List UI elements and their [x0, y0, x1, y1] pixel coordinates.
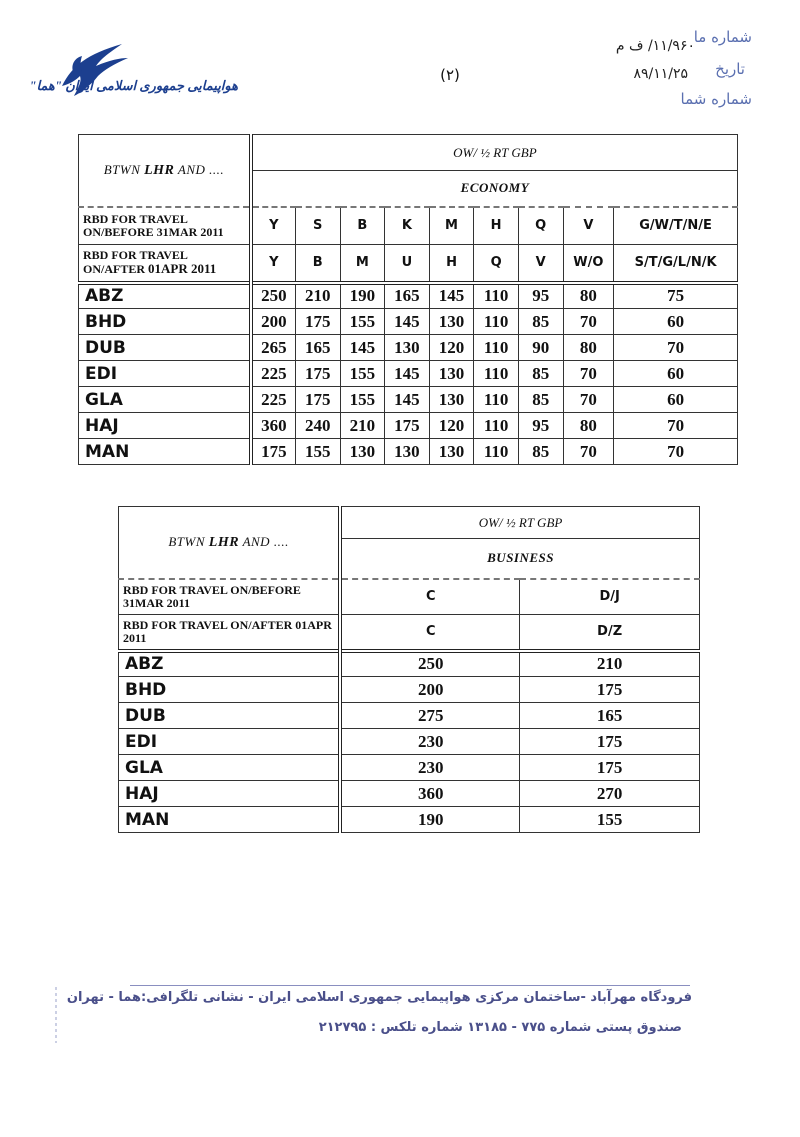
airline-name: هواپیمایی جمهوری اسلامی ایران "هما": [29, 78, 238, 93]
fare-row-bhd: [119, 677, 700, 703]
fare-value: 145: [385, 361, 430, 387]
fare-row-edi: [79, 361, 738, 387]
rbd-before-code: Q: [518, 207, 563, 245]
fare-value: 85: [518, 361, 563, 387]
fare-value: 145: [340, 335, 385, 361]
fare-value: 120: [429, 413, 474, 439]
fare-row-dub: [119, 703, 700, 729]
rbd-before-code: K: [385, 207, 430, 245]
fare-value: 130: [429, 361, 474, 387]
fare-value: 165: [520, 703, 700, 729]
fare-value: 95: [518, 283, 563, 309]
rbd-before-code: M: [429, 207, 474, 245]
destination-code: EDI: [79, 361, 251, 387]
fare-value: 70: [563, 361, 614, 387]
fare-row-gla: [79, 387, 738, 413]
route-airport: LHR: [208, 534, 240, 550]
fare-value: 210: [520, 651, 700, 677]
fare-value: 175: [295, 309, 340, 335]
fare-value: 240: [295, 413, 340, 439]
fare-value: 80: [563, 413, 614, 439]
rbd-before-code: Y: [251, 207, 296, 245]
rbd-before-code: H: [474, 207, 519, 245]
fare-value: 275: [340, 703, 520, 729]
destination-code: GLA: [79, 387, 251, 413]
route-airport: LHR: [144, 162, 175, 178]
fare-value: 90: [518, 335, 563, 361]
fare-row-dub: [79, 335, 738, 361]
rbd-after-code: Y: [251, 245, 296, 283]
rbd-after-code: B: [295, 245, 340, 283]
fare-value: 110: [474, 413, 519, 439]
fare-value: 75: [614, 283, 738, 309]
rbd-before-code: V: [563, 207, 614, 245]
fare-value: 70: [614, 413, 738, 439]
fare-value: 250: [251, 283, 296, 309]
business-fare-table: [118, 506, 700, 833]
rbd-before-label: RBD FOR TRAVEL ON/BEFORE 31MAR 2011: [79, 207, 251, 245]
fare-value: 110: [474, 387, 519, 413]
business-fare-rows: [119, 651, 700, 833]
rbd-after-code: W/O: [563, 245, 614, 283]
fare-value: 130: [429, 387, 474, 413]
rbd-after-code: C: [340, 615, 520, 651]
route-suffix: AND ....: [177, 161, 225, 177]
rbd-after-label: RBD FOR TRAVEL ON/AFTER 01APR 2011: [119, 615, 341, 651]
fare-value: 70: [563, 309, 614, 335]
fare-value: 70: [563, 387, 614, 413]
fare-value: 175: [295, 361, 340, 387]
rbd-after-code: M: [340, 245, 385, 283]
fare-value: 175: [520, 755, 700, 781]
fare-value: 60: [614, 309, 738, 335]
business-cabin-label: BUSINESS: [340, 539, 699, 579]
fare-value: 210: [340, 413, 385, 439]
destination-code: GLA: [119, 755, 341, 781]
rbd-after-label: [79, 245, 251, 283]
fare-value: 145: [385, 309, 430, 335]
fare-value: 60: [614, 361, 738, 387]
fare-value: 130: [429, 439, 474, 465]
destination-code: HAJ: [119, 781, 341, 807]
fare-row-bhd: [79, 309, 738, 335]
fare-value: 175: [520, 729, 700, 755]
rbd-after-code: V: [518, 245, 563, 283]
rbd-after-label-text: RBD FOR TRAVEL ON/AFTER: [83, 248, 188, 277]
fare-value: 70: [614, 335, 738, 361]
fare-value: 360: [251, 413, 296, 439]
fare-value: 165: [295, 335, 340, 361]
rbd-before-code: S: [295, 207, 340, 245]
rbd-before-code: C: [340, 579, 520, 615]
fare-value: 175: [251, 439, 296, 465]
fare-value: 155: [340, 361, 385, 387]
rbd-before-label: RBD FOR TRAVEL ON/BEFORE 31MAR 2011: [119, 579, 341, 615]
fare-value: 80: [563, 283, 614, 309]
page-number: (۲): [440, 66, 460, 84]
business-route-header: [119, 507, 341, 579]
fare-value: 130: [385, 439, 430, 465]
destination-code: BHD: [79, 309, 251, 335]
economy-fare-rows: [79, 283, 738, 465]
fare-row-haj: [119, 781, 700, 807]
fare-value: 225: [251, 361, 296, 387]
fare-value: 70: [614, 439, 738, 465]
fare-value: 60: [614, 387, 738, 413]
fare-row-gla: [119, 755, 700, 781]
fare-value: 85: [518, 309, 563, 335]
fare-value: 80: [563, 335, 614, 361]
business-fare-basis: OW/ ½ RT GBP: [340, 507, 699, 539]
fare-value: 145: [429, 283, 474, 309]
fare-value: 110: [474, 283, 519, 309]
fare-value: 145: [385, 387, 430, 413]
date-label: تاریخ: [715, 60, 745, 78]
destination-code: HAJ: [79, 413, 251, 439]
fare-value: 175: [385, 413, 430, 439]
rbd-after-code: U: [385, 245, 430, 283]
fare-value: 155: [520, 807, 700, 833]
destination-code: DUB: [79, 335, 251, 361]
fare-value: 85: [518, 439, 563, 465]
destination-code: ABZ: [119, 651, 341, 677]
our-ref-value: ۱۱/۹۶۰/ ف م: [615, 38, 695, 54]
fare-value: 130: [429, 309, 474, 335]
fare-row-man: [119, 807, 700, 833]
fare-value: 165: [385, 283, 430, 309]
fare-value: 130: [340, 439, 385, 465]
destination-code: MAN: [119, 807, 341, 833]
fare-value: 110: [474, 439, 519, 465]
fare-value: 85: [518, 387, 563, 413]
rbd-after-code: S/T/G/L/N/K: [614, 245, 738, 283]
fare-row-man: [79, 439, 738, 465]
date-value: ۸۹/۱۱/۲۵: [633, 66, 688, 82]
fare-value: 110: [474, 309, 519, 335]
route-prefix: BTWN: [103, 161, 141, 177]
rbd-before-code: G/W/T/N/E: [614, 207, 738, 245]
destination-code: BHD: [119, 677, 341, 703]
fare-value: 230: [340, 729, 520, 755]
economy-fare-table: [78, 134, 738, 465]
rbd-before-code: D/J: [520, 579, 700, 615]
fare-value: 110: [474, 361, 519, 387]
fare-row-edi: [119, 729, 700, 755]
footer-address: فرودگاه مهرآباد -ساختمان مرکزی هواپیمایی جمهوری اسلامی ایران - نشانی تلگرافی:هما - تهران: [66, 990, 692, 1005]
fare-value: 155: [340, 309, 385, 335]
fare-value: 210: [295, 283, 340, 309]
fare-value: 190: [340, 807, 520, 833]
rbd-after-code: H: [429, 245, 474, 283]
side-form-code-mark: [50, 985, 62, 1045]
your-ref-label: شماره شما: [680, 90, 752, 108]
fare-value: 250: [340, 651, 520, 677]
route-suffix: AND ....: [242, 533, 289, 549]
fare-value: 110: [474, 335, 519, 361]
destination-code: ABZ: [79, 283, 251, 309]
fare-value: 155: [340, 387, 385, 413]
fare-value: 200: [251, 309, 296, 335]
destination-code: MAN: [79, 439, 251, 465]
fare-row-abz: [119, 651, 700, 677]
our-ref-label: شماره ما: [693, 28, 752, 46]
rbd-after-label-date: 01APR 2011: [148, 261, 217, 277]
fare-row-abz: [79, 283, 738, 309]
destination-code: EDI: [119, 729, 341, 755]
fare-value: 175: [520, 677, 700, 703]
footer-postal: صندوق پستی شماره ۷۷۵ - ۱۳۱۸۵ شماره تلکس : ۲۱۲۷۹۵: [318, 1020, 682, 1035]
economy-fare-basis: OW/ ½ RT GBP: [251, 135, 738, 171]
fare-row-haj: [79, 413, 738, 439]
fare-value: 95: [518, 413, 563, 439]
fare-value: 190: [340, 283, 385, 309]
route-prefix: BTWN: [168, 533, 206, 549]
fare-value: 200: [340, 677, 520, 703]
economy-route-header: [79, 135, 251, 207]
rbd-after-code: Q: [474, 245, 519, 283]
fare-value: 155: [295, 439, 340, 465]
fare-value: 270: [520, 781, 700, 807]
destination-code: DUB: [119, 703, 341, 729]
fare-value: 230: [340, 755, 520, 781]
fare-value: 265: [251, 335, 296, 361]
fare-value: 225: [251, 387, 296, 413]
footer-divider: [130, 985, 690, 986]
fare-value: 120: [429, 335, 474, 361]
rbd-after-code: D/Z: [520, 615, 700, 651]
economy-cabin-label: ECONOMY: [251, 171, 738, 207]
fare-value: 70: [563, 439, 614, 465]
fare-value: 175: [295, 387, 340, 413]
fare-value: 360: [340, 781, 520, 807]
rbd-before-code: B: [340, 207, 385, 245]
fare-value: 130: [385, 335, 430, 361]
